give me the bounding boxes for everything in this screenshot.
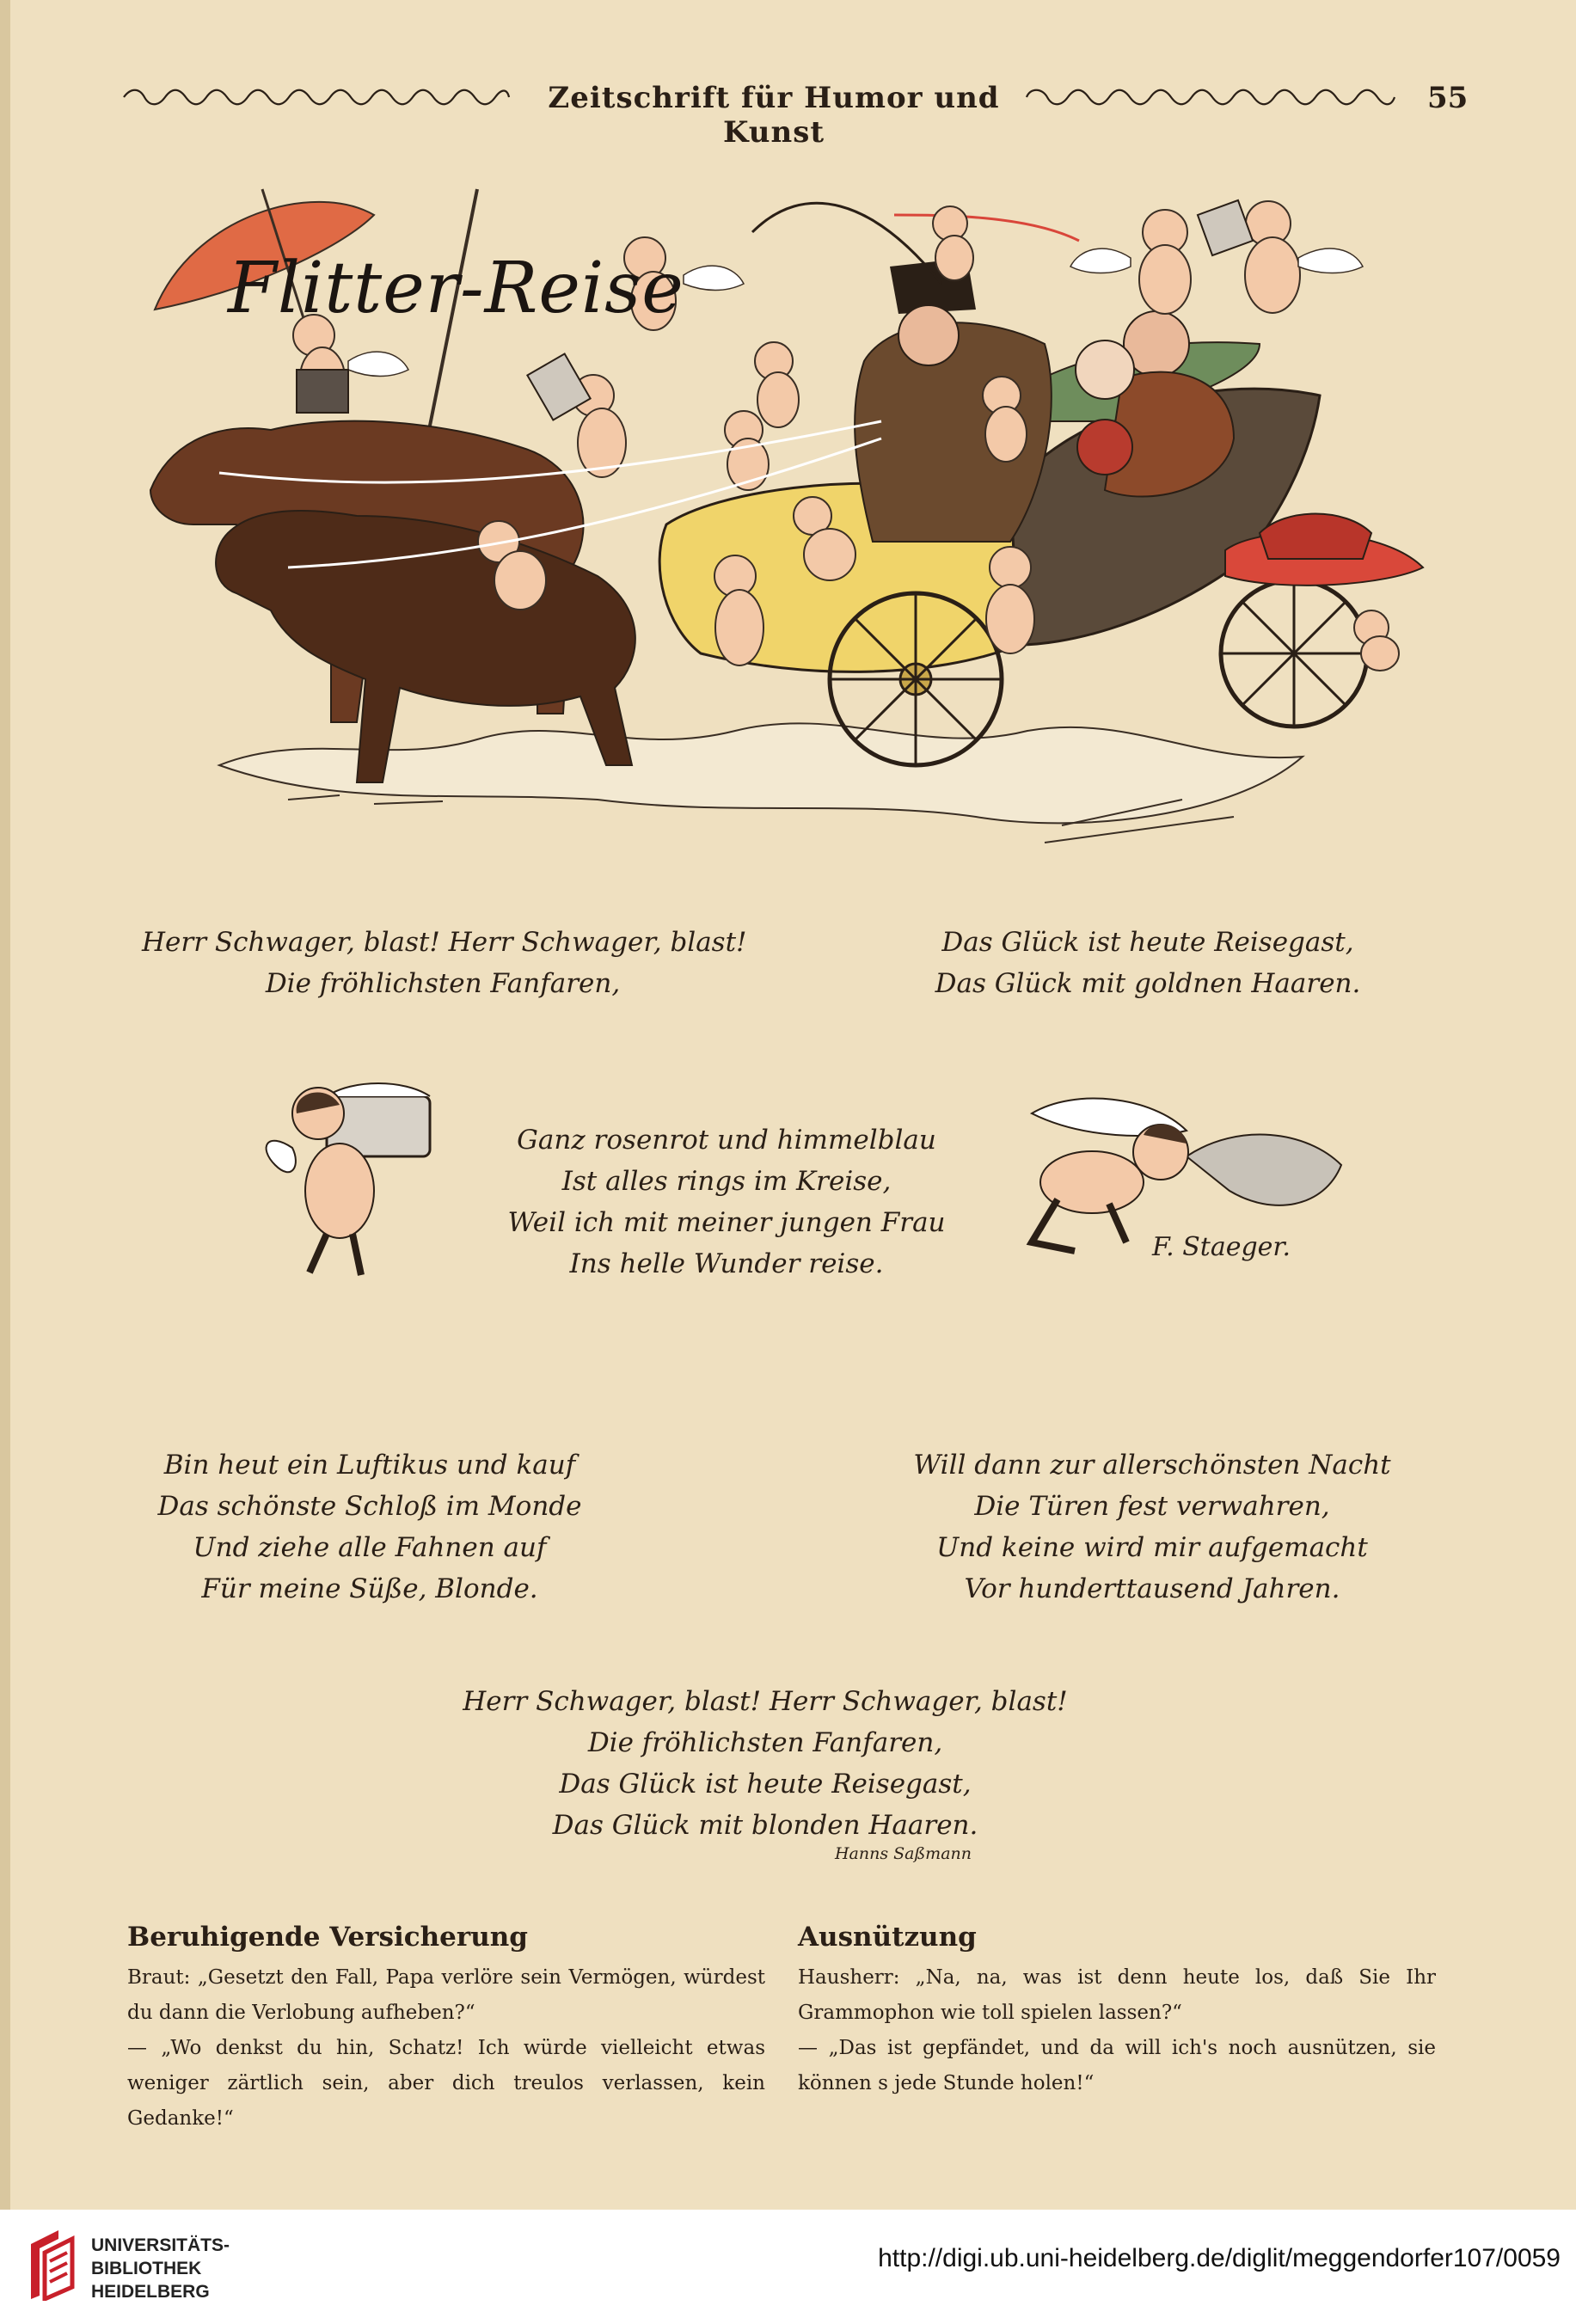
poem-stanza-3-right — [903, 1444, 1401, 1610]
anecdote-body — [127, 1960, 765, 2137]
anecdote-title: Ausnützung — [798, 1922, 977, 1953]
poem-line: Will dann zur allerschönsten Nacht — [913, 1450, 1391, 1481]
anecdote-title: Beruhigende Versicherung — [127, 1922, 528, 1953]
poem-line: Und ziehe alle Fahnen auf — [193, 1532, 547, 1563]
poem-line: Ist alles rings im Kreise, — [561, 1166, 892, 1197]
artist-signature: F. Staeger. — [1152, 1232, 1291, 1262]
poem-line: Und keine wird mir aufgemacht — [936, 1532, 1368, 1563]
illustration-title-lettering: Flitter-Reise — [228, 248, 684, 329]
poem-line: Herr Schwager, blast! Herr Schwager, blast! — [142, 927, 747, 958]
anecdote-paragraph: — „Wo denkst du hin, Schatz! Ich würde vielleicht etwas weniger zärtlich sein, aber dich treulos verlassen, kein Gedanke!“ — [127, 2037, 765, 2130]
running-header — [120, 77, 1469, 150]
poem-stanza-4 — [438, 1681, 1092, 1846]
poem-stanza-3-left — [138, 1444, 602, 1610]
library-name-line: UNIVERSITÄTS- — [91, 2235, 230, 2255]
poem-line: Das schönste Schloß im Monde — [157, 1491, 582, 1522]
digitization-footer — [0, 2210, 1576, 2324]
poem-line: Weil ich mit meiner jungen Frau — [507, 1207, 946, 1238]
page-number: 55 — [1427, 81, 1469, 115]
poem-line: Ganz rosenrot und himmelblau — [517, 1125, 936, 1156]
poem-author: Hanns Saßmann — [834, 1844, 972, 1863]
anecdote-paragraph: — „Das ist gepfändet, und da will ich's noch ausnützen, sie können s jede Stunde holen!“ — [798, 2037, 1436, 2094]
journal-title: Zeitschrift für Humor und Kunst — [548, 81, 1000, 150]
poem-line: Das Glück ist heute Reisegast, — [559, 1769, 972, 1800]
right-flourish-ornament — [1023, 86, 1397, 108]
poem-line: Das Glück mit goldnen Haaren. — [935, 968, 1361, 999]
poem-stanza-2 — [486, 1119, 967, 1285]
poem-line: Bin heut ein Luftikus und kauf — [163, 1450, 576, 1481]
anecdote-paragraph: Braut: „Gesetzt den Fall, Papa verlöre sein Vermögen, würdest du dann die Verlobung aufheben?“ — [127, 1966, 765, 2024]
poem-line: Die fröhlichsten Fanfaren, — [587, 1727, 943, 1758]
page-edge — [0, 0, 10, 2210]
poem-line: Herr Schwager, blast! Herr Schwager, blast! — [463, 1686, 1068, 1717]
library-name — [91, 2234, 230, 2303]
left-flourish-ornament — [120, 86, 512, 108]
library-name-line: HEIDELBERG — [91, 2282, 210, 2302]
poem-line: Die fröhlichsten Fanfaren, — [265, 968, 621, 999]
poem-stanza-1-right — [911, 922, 1384, 1004]
poem-stanza-1-left — [142, 922, 747, 1004]
poem-line: Ins helle Wunder reise. — [569, 1248, 884, 1279]
cherub-with-stein-vignette — [258, 1079, 456, 1285]
poem-line: Das Glück mit blonden Haaren. — [552, 1810, 978, 1841]
anecdote-body — [798, 1960, 1436, 2101]
library-logo-icon — [24, 2227, 77, 2301]
poem-line: Für meine Süße, Blonde. — [201, 1573, 538, 1604]
poem-line: Die Türen fest verwahren, — [974, 1491, 1330, 1522]
anecdote-paragraph: Hausherr: „Na, na, was ist denn heute los, daß Sie Ihr Grammophon wie toll spielen lassen?“ — [798, 1966, 1436, 2024]
source-url-link[interactable]: http://digi.ub.uni-heidelberg.de/diglit/meggendorfer107/0059 — [878, 2244, 1561, 2272]
library-name-line: BIBLIOTHEK — [91, 2259, 202, 2278]
poem-line: Vor hunderttausend Jahren. — [964, 1573, 1340, 1604]
poem-line: Das Glück ist heute Reisegast, — [941, 927, 1354, 958]
